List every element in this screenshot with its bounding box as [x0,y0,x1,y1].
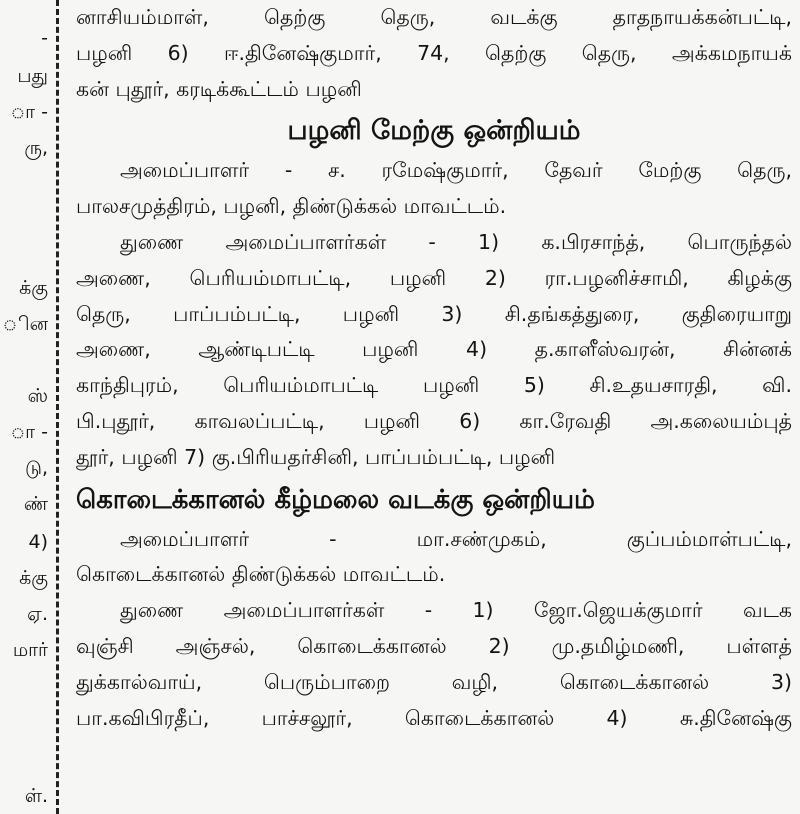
body-line: னாசியம்மாள், தெற்கு தெரு, வடக்கு தாதநாயக்கன்பட்டி, [76,5,792,29]
body-line: கொடைக்கானல் திண்டுக்கல் மாவட்டம். [76,562,446,587]
article-column [76,0,792,814]
left-fragment: மார் [12,639,48,661]
left-fragment: ள். [24,785,48,807]
body-line: துணை அமைப்பாளர்கள் - 1) ஜோ.ஜெயக்குமார் வடக [120,598,792,623]
body-line: வுஞ்சி அஞ்சல், கொடைக்கானல் 2) மு.தமிழ்மணி, பள்ளத் [76,633,792,658]
left-fragment: ண் [23,493,48,515]
body-line: பழனி 6) ஈ.தினேஷ்குமார், 74, தெற்கு தெரு, அக்கமநாயக் [76,40,792,65]
body-line: அமைப்பாளர் - மா.சண்முகம், குப்பம்மாள்பட்டி, [120,526,792,551]
section-heading: கொடைக்கானல் கீழ்மலை வடக்கு ஒன்றியம் [76,484,595,515]
body-line: காந்திபுரம், பெரியம்மாபட்டி பழனி 5) சி.உதயசாரதி, வி. [76,373,792,398]
left-fragment: ா - [10,421,48,443]
column-divider [56,0,59,814]
section-heading: பழனி மேற்கு ஒன்றியம் [287,115,581,147]
left-fragment: ின [2,313,48,335]
left-fragment: ா - [10,101,48,123]
left-fragment: பது [17,65,48,87]
left-fragment: - [41,27,48,49]
body-line: தெரு, பாப்பம்பட்டி, பழனி 3) சி.தங்கத்துரை, குதிரையாறு [76,301,792,326]
body-line: கன் புதூர், கரடிக்கூட்டம் பழனி [76,76,362,101]
left-fragment: ஸ் [27,385,48,407]
left-fragment: ஏ. [27,603,48,625]
body-line: அணை, பெரியம்மாபட்டி, பழனி 2) ரா.பழனிச்சாமி, கிழக்கு [76,265,792,290]
body-line: துக்கால்வாய், பெரும்பாறை வழி, கொடைக்கானல் 3) [76,669,792,694]
left-fragment: 4) [28,531,48,553]
body-line: பாலசமுத்திரம், பழனி, திண்டுக்கல் மாவட்டம். [76,194,507,219]
body-line: பி.புதூர், காவலப்பட்டி, பழனி 6) கா.ரேவதி அ.கலையம்புத் [76,408,792,433]
left-fragment: டு, [25,457,48,479]
left-fragment: க்கு [19,277,48,299]
body-line: தூர், பழனி 7) கு.பிரியதர்சினி, பாப்பம்பட்டி, பழனி [76,444,556,469]
body-line: அணை, ஆண்டிபட்டி பழனி 4) த.காளீஸ்வரன், சின்னக் [76,337,792,362]
left-column-fragments [0,0,52,814]
left-fragment: ரு, [24,137,48,159]
body-line: பா.கவிபிரதீப், பாச்சலூர், கொடைக்கானல் 4) சு.தினேஷ்கு [76,705,792,730]
left-fragment: க்கு [19,567,48,589]
body-line: துணை அமைப்பாளர்கள் - 1) க.பிரசாந்த், பொருந்தல் [120,229,792,254]
body-line: அமைப்பாளர் - ச. ரமேஷ்குமார், தேவர் மேற்கு தெரு, [120,158,792,183]
